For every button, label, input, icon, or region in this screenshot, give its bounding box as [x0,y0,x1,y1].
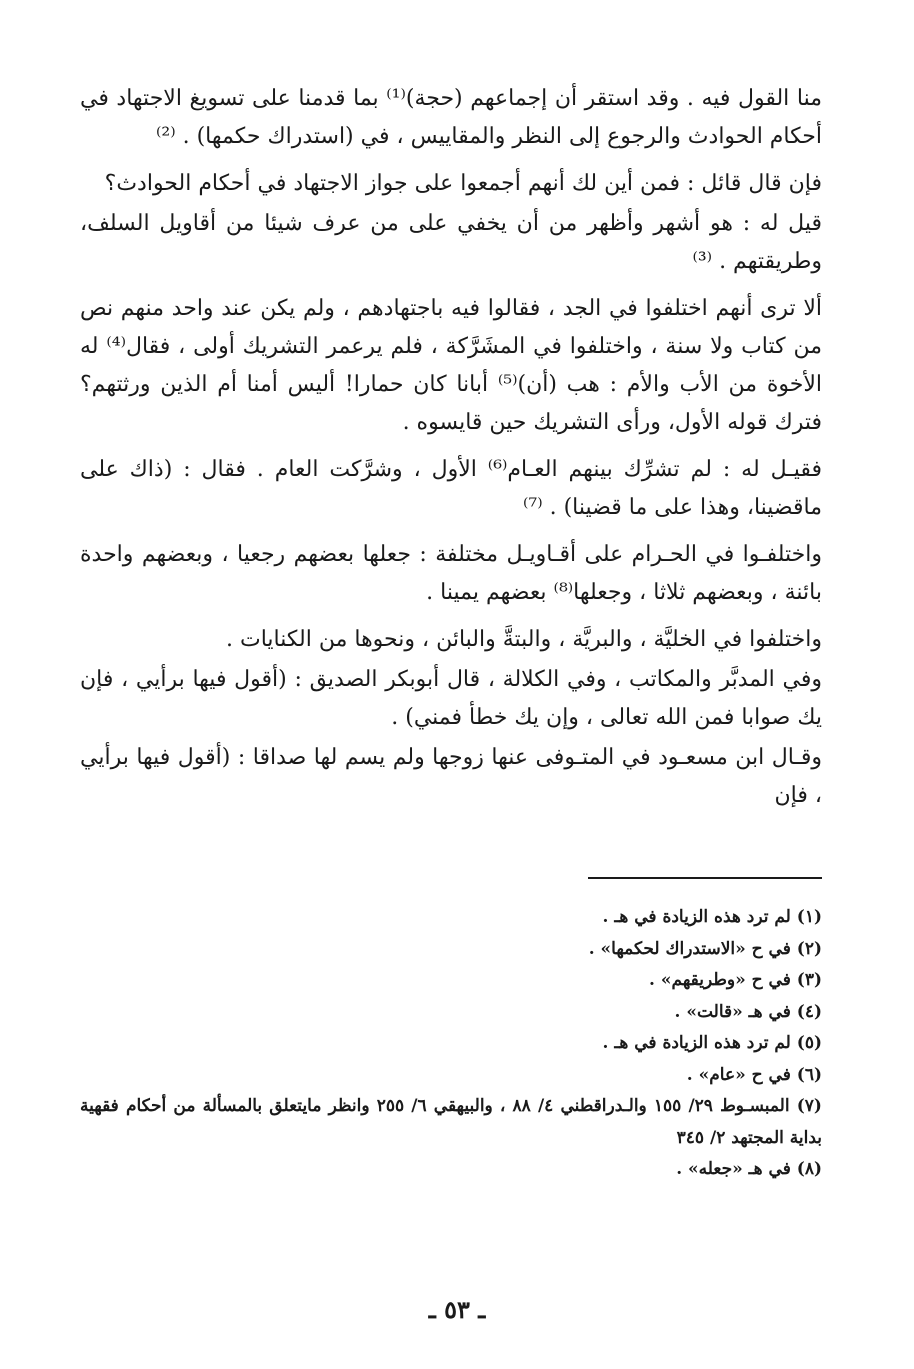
footnote: (٣) في ح «وطريقهم» . [649,970,822,990]
main-text [80,80,822,824]
paragraph: واختلفـوا في الحـرام على أقـاويـل مختلفة : جعلها بعضهم رجعيا ، وبعضهم واحدة بائنة ، وبعضهم ثلاثا ، وجعلها⁽⁸⁾ بعضهم يمينا . [80,542,822,605]
footnote: (١) لم ترد هذه الزيادة في هـ . [602,907,822,927]
footnote-divider [588,877,822,879]
page-number: ـ ٥٣ ـ [428,1295,486,1324]
paragraph: وقـال ابن مسعـود في المتـوفى عنها زوجها ولم يسم لها صداقا : (أقول فيها برأيي ، فإن [80,745,822,808]
paragraph: منا القول فيه . وقد استقر أن إجماعهم (حجة)⁽¹⁾ بما قدمنا على تسويغ الاجتهاد في أحكام الحوادث والرجوع إلى النظر والمقاييس ، في (استدراك حكمها) . ⁽²⁾ [80,86,822,149]
paragraph: واختلفوا في الخليَّة ، والبريَّة ، والبتةَّ والبائن ، ونحوها من الكنايات . [226,627,822,652]
paragraph: فقيـل له : لم تشرِّك بينهم العـام⁽⁶⁾ الأول ، وشرَّكت العام . فقال : (ذاك على ماقضينا، وهذا على ما قضينا) . ⁽⁷⁾ [80,457,822,520]
footnote: (٦) في ح «عام» . [686,1064,822,1085]
paragraph: قيل له : هو أشهر وأظهر من أن يخفي على من عرف شيئا من أقاويل السلف، وطريقتهم . ⁽³⁾ [80,211,822,274]
footnote: (٨) في هـ «جعله» . [676,1159,822,1179]
footnote: (٧) المبسـوط ٢٩/ ١٥٥ والـدراقطني ٤/ ٨٨ ، والبيهقي ٦/ ٢٥٥ وانظر مايتعلق بالمسألة من أحكام فقهية بداية المجتهد ٢/ ٣٤٥ [80,1096,822,1148]
paragraph: وفي المدبَّر والمكاتب ، وفي الكلالة ، قال أبوبكر الصديق : (أقول فيها برأيي ، فإن يك صوابا فمن الله تعالى ، وإن يك خطأ فمني) . [80,667,822,730]
footnote: (٤) في هـ «قالت» . [674,1001,822,1022]
footnotes [80,902,822,1186]
footnote: (٥) لم ترد هذه الزيادة في هـ . [602,1033,822,1053]
footnote: (٢) في ح «الاستدراك لحكمها» . [588,938,822,959]
paragraph: ألا ترى أنهم اختلفوا في الجد ، فقالوا فيه باجتهادهم ، ولم يكن عند واحد منهم نص من كتاب ولا سنة ، واختلفوا في المشَرَّكة ، فلم يرعمر التشريك أولى ، فقال⁽⁴⁾ له الأخوة من الأب والأم : هب (أن)⁽⁵⁾ أبانا كان حمارا! أليس أمنا أم الذين ورثتهم؟ فترك قوله الأول، ورأى التشريك حين قايسوه . [80,296,822,435]
paragraph: فإن قال قائل : فمن أين لك أنهم أجمعوا على جواز الاجتهاد في أحكام الحوادث؟ [104,171,822,196]
